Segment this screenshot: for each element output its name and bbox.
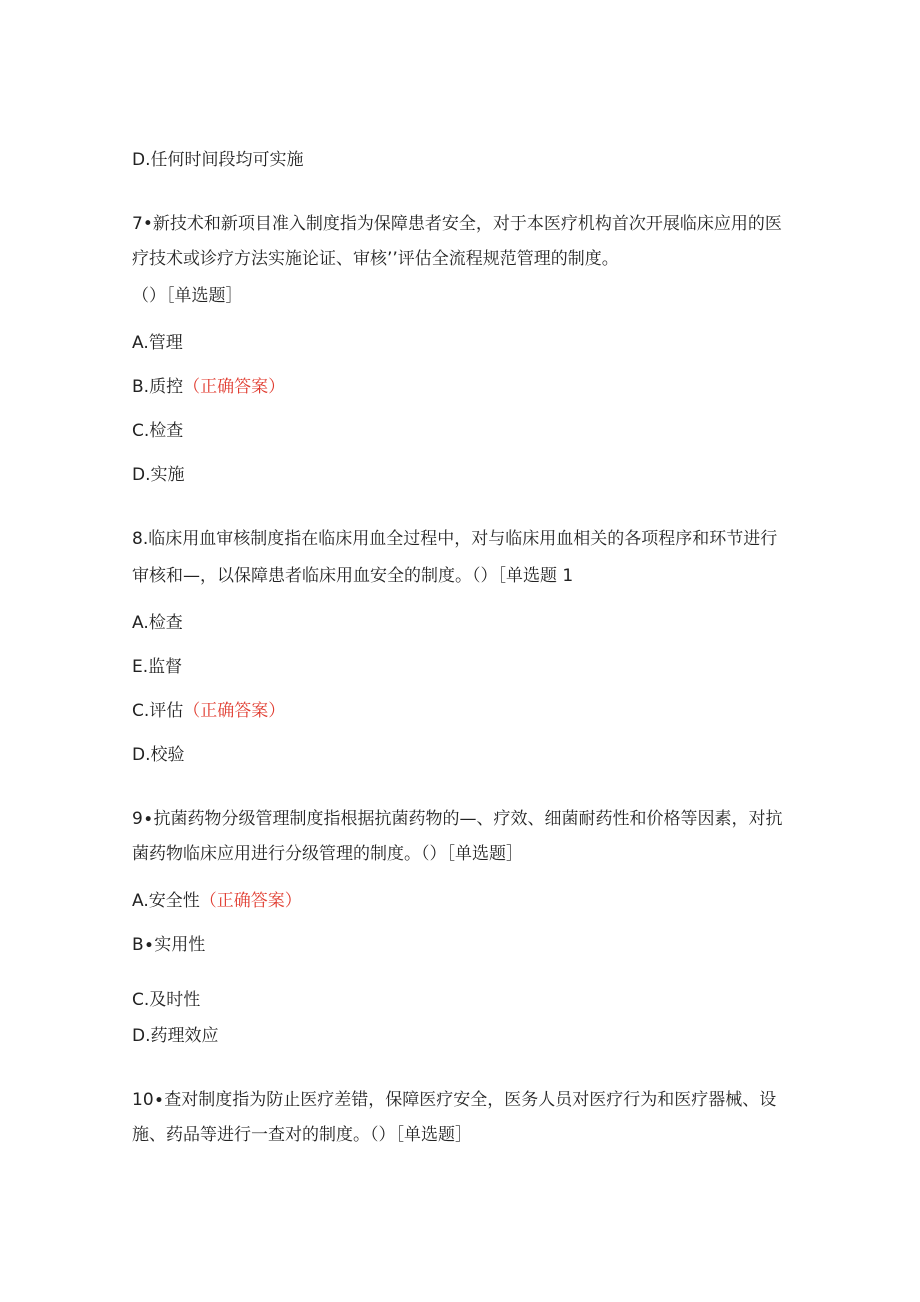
- correct-answer-mark: （正确答案）: [199, 891, 302, 911]
- question-7-type: （）［单选题］: [132, 286, 243, 306]
- question-10-text-line-1: 10∙查对制度指为防止医疗差错，保障医疗安全，医务人员对医疗行为和医疗器械、设: [132, 1090, 777, 1110]
- question-9-text-line-1: 9∙抗菌药物分级管理制度指根据抗菌药物的—、疗效、细菌耐药性和价格等因素，对抗: [132, 809, 783, 829]
- question-9-option-d: D.药理效应: [132, 1026, 219, 1046]
- question-9-option-b: B∙实用性: [132, 935, 206, 955]
- correct-answer-mark: （正确答案）: [183, 701, 286, 721]
- question-8-option-b: E.监督: [132, 657, 183, 677]
- question-8-text-line-1: 8.临床用血审核制度指在临床用血全过程中，对与临床用血相关的各项程序和环节进行: [132, 529, 778, 549]
- question-8-option-a: A.检查: [132, 613, 183, 633]
- question-9-option-a: A.安全性（正确答案）: [132, 891, 302, 911]
- correct-answer-mark: （正确答案）: [183, 377, 286, 397]
- question-8-text-line-2: 审核和—，以保障患者临床用血安全的制度。（）［单选题 1: [132, 566, 574, 586]
- question-7-option-c: C.检查: [132, 421, 184, 441]
- question-7-option-a: A.管理: [132, 333, 183, 353]
- question-7-text-line-1: 7•新技术和新项目准入制度指为保障患者安全，对于本医疗机构首次开展临床应用的医: [132, 214, 782, 234]
- q6-option-d: D.任何时间段均可实施: [132, 150, 304, 170]
- question-7-option-b: B.质控（正确答案）: [132, 377, 286, 397]
- question-9-option-c: C.及时性: [132, 990, 201, 1010]
- question-8-option-d: D.校验: [132, 745, 185, 765]
- question-8-option-c: C.评估（正确答案）: [132, 701, 286, 721]
- question-7-option-d: D.实施: [132, 465, 185, 485]
- question-9-text-line-2: 菌药物临床应用进行分级管理的制度。（）［单选题］: [132, 844, 523, 864]
- question-7-text-line-2: 疗技术或诊疗方法实施论证、审核’’评估全流程规范管理的制度。: [132, 249, 619, 269]
- question-10-text-line-2: 施、药品等进行一查对的制度。（）［单选题］: [132, 1125, 472, 1145]
